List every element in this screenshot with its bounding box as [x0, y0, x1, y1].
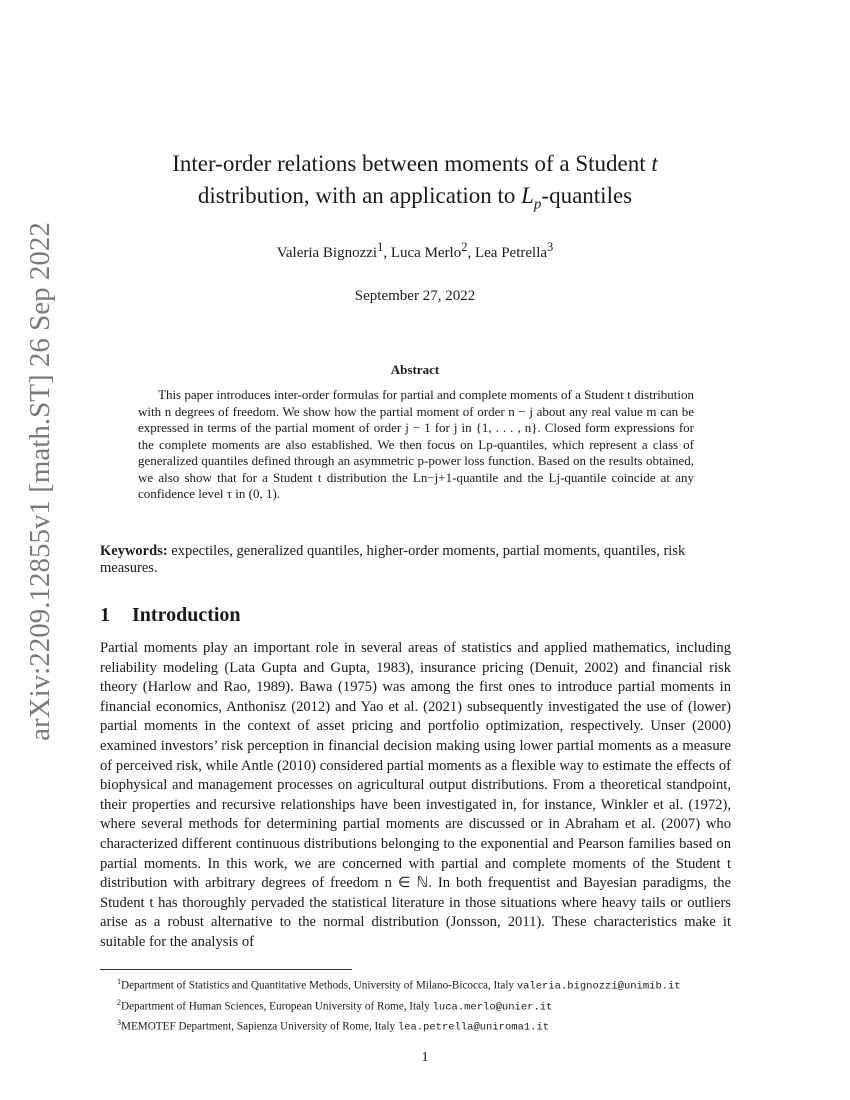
footnote-rule: [100, 969, 352, 970]
title-line-2: distribution, with an application to: [197, 183, 522, 208]
keywords-text: expectiles, generalized quantiles, higher-order moments, partial moments, quantiles, risk measures.: [100, 543, 686, 576]
author-mark: 3: [547, 240, 554, 254]
keywords-label: Keywords:: [100, 543, 168, 559]
abstract-heading: Abstract: [390, 362, 440, 377]
arxiv-identifier: arXiv:2209.12855v1 [math.ST] 26 Sep 2022: [23, 221, 56, 741]
author-name: Valeria Bignozzi: [276, 245, 378, 261]
footnote-email: luca.merlo@unier.it: [432, 1001, 553, 1014]
title-math-p: p: [533, 196, 542, 213]
page-number: 1: [421, 1050, 429, 1065]
footnote: [117, 974, 817, 995]
footnote-text: MEMOTEF Department, Sapienza University of Rome, Italy: [121, 1021, 398, 1034]
title-line-1: Inter-order relations between moments of a Student: [172, 151, 652, 176]
footnotes: [117, 974, 817, 1036]
footnote: [117, 995, 817, 1016]
section-title: Introduction: [132, 604, 241, 626]
footnote: [117, 1015, 817, 1036]
author-mark: 1: [377, 240, 384, 254]
introduction-paragraph: Partial moments play an important role in several areas of statistics and applied mathematics, including reliability modeling (Lata Gupta and Gupta, 1983), insurance pricing (Denuit, 2002) and financial risk theory (Harlow and Rao, 1989). Bawa (1975) was among the first ones to introduce partial moments in financial economics, Anthonisz (2012) and Yao et al. (2021) subsequently investigated the use of (lower) partial moments in the context of asset pricing and portfolio optimization, respectively. Unser (2000) examined investors’ risk perception in financial decision making using lower partial moments as a measure of perceived risk, while Antle (2010) considered partial moments as a flexible way to estimate the effects of biophysical and management processes on agricultural output distributions. From a theoretical standpoint, their properties and recursive relationships have been investigated in, for instance, Winkler et al. (1972), where several methods for determining partial moments are discussed or in Abraham et al. (2007) who characterized different continuous distributions belonging to the exponential and Pearson families based on partial moments. In this work, we are concerned with partial and complete moments of the Student t distribution with arbitrary degrees of freedom n ∈ ℕ. In both frequentist and Bayesian paradigms, the Student t has thoroughly pervaded the statistical literature in those situations where heavy tails or outliers arise as a robust alternative to the normal distribution (Jonsson, 2011). These characteristics make it suitable for the analysis of: [100, 640, 731, 950]
title-math-l: L: [521, 183, 534, 208]
paper-title: [100, 148, 730, 221]
keywords: [100, 543, 730, 577]
author-mark: 2: [461, 240, 468, 254]
author-name: Lea Petrella: [474, 245, 548, 261]
footnote-text: Department of Human Sciences, European University of Rome, Italy: [121, 1000, 433, 1013]
footnote-text: Department of Statistics and Quantitative Methods, University of Milano-Bicocca, Italy: [121, 979, 517, 992]
abstract-text: This paper introduces inter-order formulas for partial and complete moments of a Student t distribution with n degrees of freedom. We show how the partial moment of order n − j about any real value m can be expressed in terms of the partial moment of order j − 1 for j in {1, . . . , n}. Closed form expressions for the complete moments are also established. We then focus on Lp-quantiles, which represent a class of generalized quantiles defined through an asymmetric p-power loss function. Based on the results obtained, we also show that for a Student t distribution the Ln−j+1-quantile and the Lj-quantile coincide at any confidence level τ in (0, 1).: [138, 387, 694, 501]
footnote-mark: 2: [117, 997, 121, 1007]
footnote-email: valeria.bignozzi@unimib.it: [516, 980, 681, 993]
author-list: Valeria Bignozzi$^1$, Luca Merlo$^2$, Lea Petrella$^3$: [276, 240, 554, 261]
footnote-email: lea.petrella@uniroma1.it: [397, 1022, 550, 1035]
section-number: 1: [100, 604, 110, 626]
footnote-mark: 3: [117, 1018, 121, 1028]
title-math-t: t: [651, 151, 658, 176]
author-name: Luca Merlo: [390, 245, 462, 261]
footnote-mark: 1: [117, 977, 121, 986]
section-heading: [100, 604, 241, 627]
paper-date: September 27, 2022: [354, 288, 476, 304]
arxiv-sidebar: [18, 221, 62, 741]
title-line-2-end: -quantiles: [541, 183, 633, 208]
